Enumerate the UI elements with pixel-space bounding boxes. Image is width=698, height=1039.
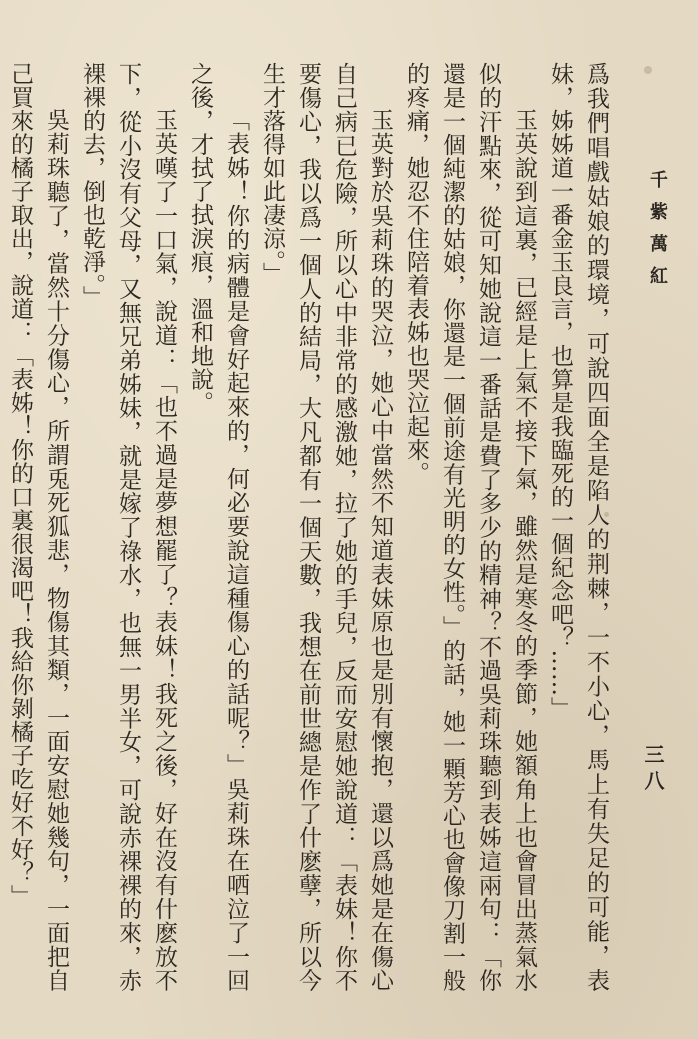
body-text: [7, 62, 614, 992]
paragraph: 玉英說到這裏，已經是上氣不接下氣，雖然是寒冬的季節，她額角上也會冒出蒸氣水似的汗點來，從可知她說這一番話是費了多少的精神？不過吳莉珠聽到表姊這兩句：「你還是一個純潔的姑娘，你還是一個前途有光明的女性。」的話，她一顆芳心也會像刀割一般的疼痛，她忍不住陪着表姊也哭泣起來。: [403, 62, 537, 992]
paragraph: 玉英嘆了一口氣，說道：「也不過是夢想罷了？表妹！我死之後，好在沒有什麽放不下，從小沒有父母，又無兄弟姊妹，就是嫁了祿水，也無一男半女，可說赤裸裸的來，赤裸裸的去，倒也乾淨。」: [79, 62, 177, 992]
paragraph: 爲我們唱戲姑娘的環境，可說四面全是陷人的荆棘，一不小心，馬上有失足的可能，表妹，姊姊道一番金玉良言，也算是我臨死的一個紀念吧？……」: [547, 62, 609, 992]
page-number: 三八: [641, 744, 665, 796]
paragraph: 「表姊！你的病體是會好起來的，何必要說這種傷心的話呢？」吳莉珠在哂泣了一回之後，才拭了拭淚痕，溫和地說。: [187, 62, 249, 992]
paper-stain: [644, 66, 652, 74]
paragraph: 玉英對於吳莉珠的哭泣，她心中當然不知道表妹原也是別有懷抱，還以爲她是在傷心自己病已危險，所以心中非常的感激她，拉了她的手兒，反而安慰她說道：「表妹！你不要傷心，我以爲一個人的結局，大凡都有一個天數，我想在前世總是作了什麽孽，所以今生才落得如此凄涼。」: [259, 62, 393, 992]
running-header-title: 千紫萬紅: [647, 170, 668, 298]
paragraph: 吳莉珠聽了，當然十分傷心，所謂兎死狐悲，物傷其類，一面安慰她幾句，一面把自己買來的橘子取出，說道：「表姊！你的口裏很渴吧！我給你剝橘子吃好不好？」: [7, 62, 69, 992]
